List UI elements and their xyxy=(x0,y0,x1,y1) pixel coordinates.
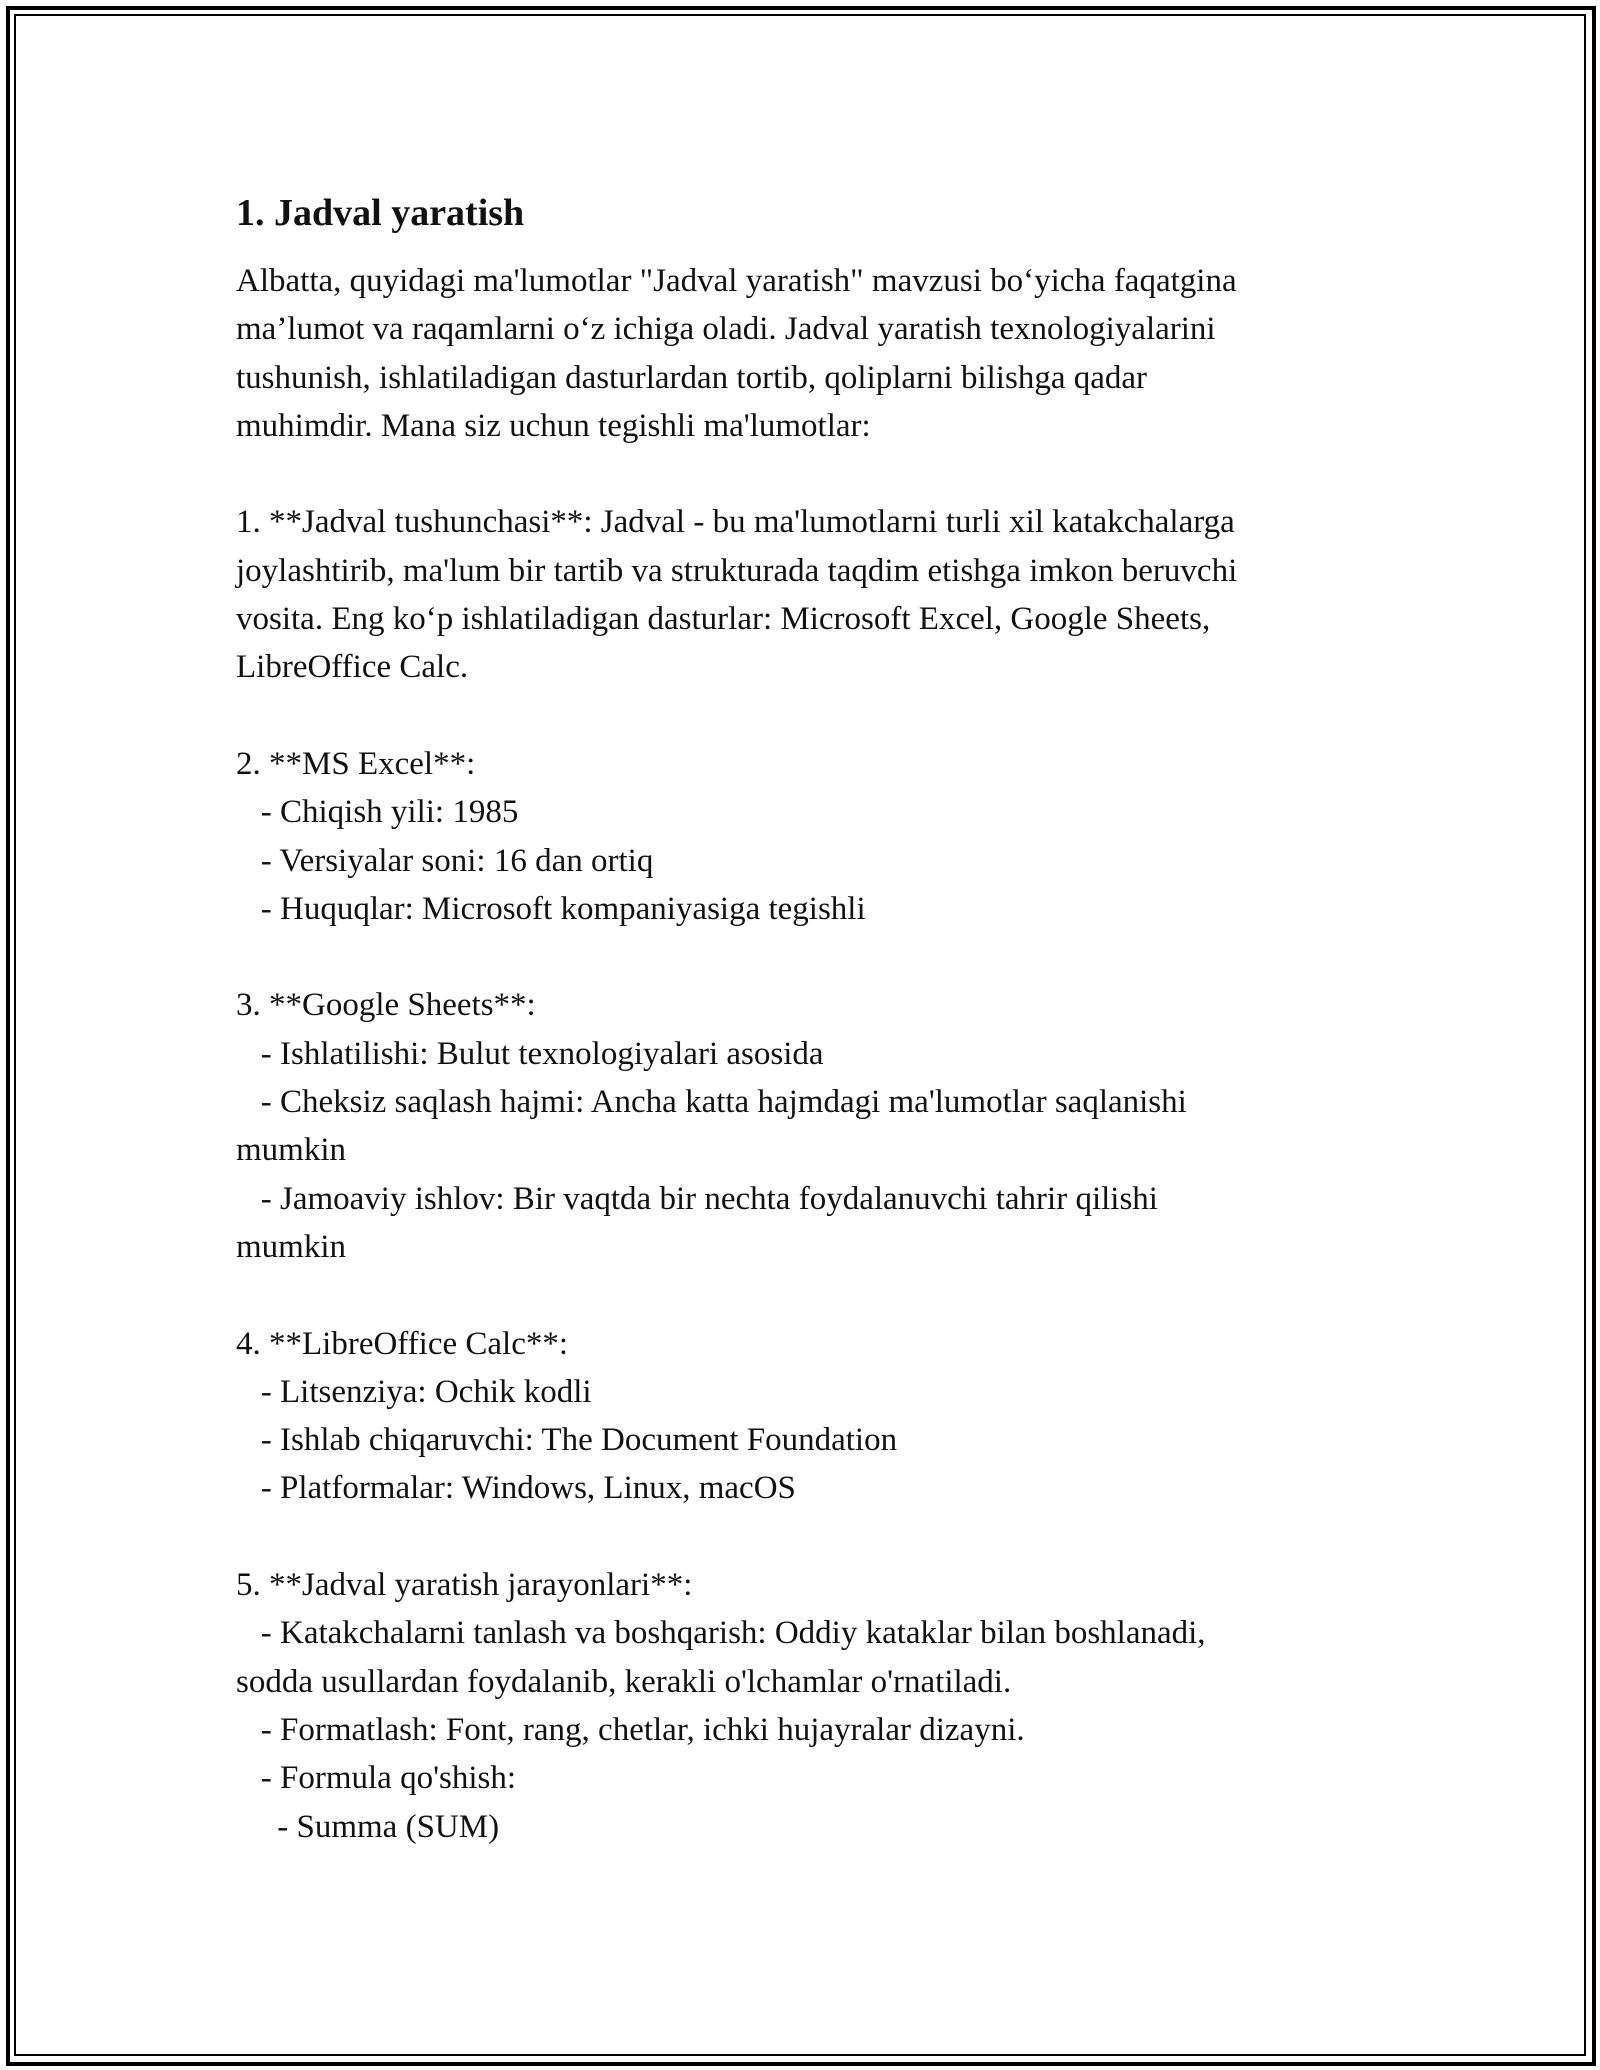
text-line: 5. **Jadval yaratish jarayonlari**: xyxy=(236,1567,693,1604)
text-line: mumkin xyxy=(236,1228,347,1265)
paragraph-block xyxy=(236,498,1376,691)
document-blocks xyxy=(236,257,1376,1851)
text-line: - Versiyalar soni: 16 dan ortiq xyxy=(236,842,654,879)
paragraph-gap xyxy=(236,692,1376,740)
text-line: - Huquqlar: Microsoft kompaniyasiga tegishli xyxy=(236,890,866,927)
text-line: 3. **Google Sheets**: xyxy=(236,987,536,1024)
text-line: LibreOffice Calc. xyxy=(236,649,469,686)
document-body xyxy=(236,188,1376,1851)
text-line: - Litsenziya: Ochik kodli xyxy=(236,1373,592,1410)
paragraph-block xyxy=(236,740,1376,933)
text-line: - Jamoaviy ishlov: Bir vaqtda bir nechta foydalanuvchi tahrir qilishi xyxy=(236,1180,1158,1217)
text-line: Albatta, quyidagi ma'lumotlar "Jadval yaratish" mavzusi bo‘yicha faqatgina xyxy=(236,263,1237,299)
text-line: mumkin xyxy=(236,1132,347,1169)
text-line: - Katakchalarni tanlash va boshqarish: Oddiy kataklar bilan boshlanadi, xyxy=(236,1615,1206,1652)
text-line: - Chiqish yili: 1985 xyxy=(236,794,519,831)
text-line: 2. **MS Excel**: xyxy=(236,745,476,782)
text-line: ma’lumot va raqamlarni o‘z ichiga oladi. Jadval yaratish texnologiyalarini xyxy=(236,311,1216,348)
text-line: - Ishlatilishi: Bulut texnologiyalari asosida xyxy=(236,1035,824,1072)
text-line: - Summa (SUM) xyxy=(236,1808,500,1845)
paragraph-gap xyxy=(236,450,1376,498)
text-line: - Platformalar: Windows, Linux, macOS xyxy=(236,1470,796,1507)
text-line: muhimdir. Mana siz uchun tegishli ma'lumotlar: xyxy=(236,407,871,444)
text-line: tushunish, ishlatiladigan dasturlardan tortib, qoliplarni bilishga qadar xyxy=(236,359,1147,396)
text-line: 1. **Jadval tushunchasi**: Jadval - bu ma'lumotlarni turli xil katakchalarga xyxy=(236,504,1235,541)
document-heading: 1. Jadval yaratish xyxy=(236,192,525,234)
text-line: - Ishlab chiqaruvchi: The Document Foundation xyxy=(236,1422,898,1459)
paragraph-block xyxy=(236,257,1376,450)
text-line: 4. **LibreOffice Calc**: xyxy=(236,1325,569,1362)
paragraph-block xyxy=(236,981,1376,1271)
text-line: - Cheksiz saqlash hajmi: Ancha katta hajmdagi ma'lumotlar saqlanishi xyxy=(236,1084,1187,1121)
text-line: - Formatlash: Font, rang, chetlar, ichki hujayralar dizayni. xyxy=(236,1711,1025,1748)
text-line: - Formula qo'shish: xyxy=(236,1760,517,1797)
paragraph-gap xyxy=(236,1513,1376,1561)
paragraph-block xyxy=(236,1561,1376,1851)
text-line: joylashtirib, ma'lum bir tartib va strukturada taqdim etishga imkon beruvchi xyxy=(236,552,1238,589)
text-line: sodda usullardan foydalanib, kerakli o'lchamlar o'rnatiladi. xyxy=(236,1663,1012,1700)
text-line: vosita. Eng ko‘p ishlatiladigan dasturlar: Microsoft Excel, Google Sheets, xyxy=(236,601,1211,638)
paragraph-gap xyxy=(236,1271,1376,1319)
paragraph-gap xyxy=(236,933,1376,981)
paragraph-block xyxy=(236,1320,1376,1513)
